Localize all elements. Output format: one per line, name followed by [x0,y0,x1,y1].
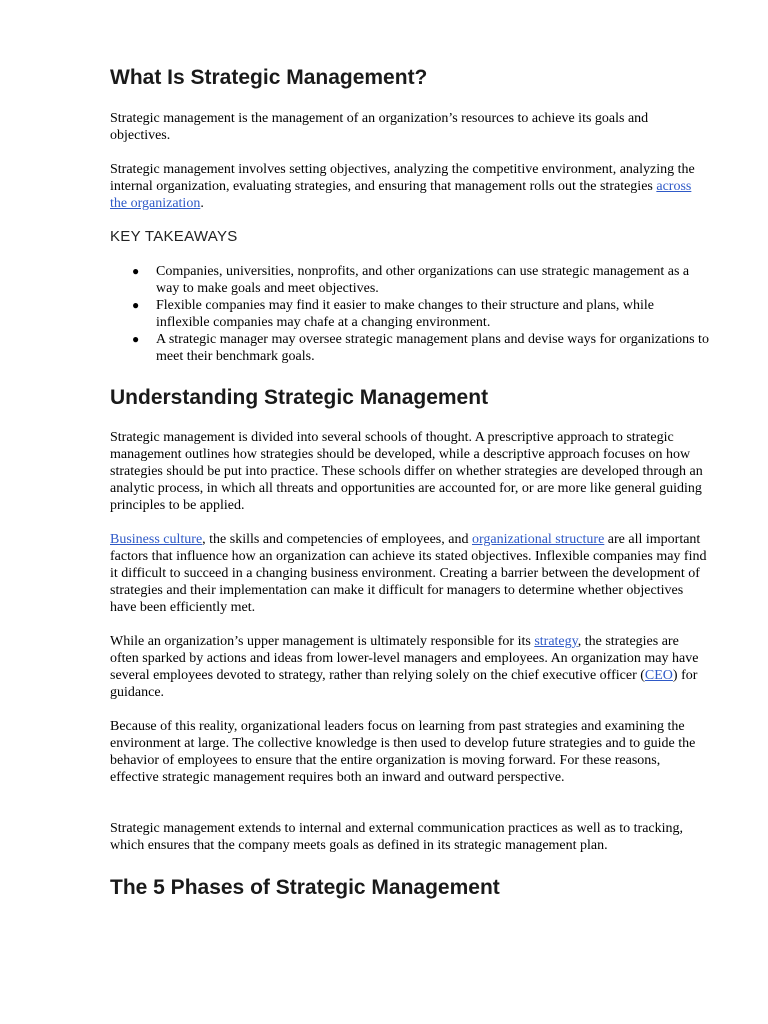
ceo-link[interactable]: CEO [644,668,673,683]
understanding-p2-text-mid: , the skills and competencies of employees, and [202,532,472,547]
intro-p2-text-before: Strategic management involves setting objectives, analyzing the competitive environment, analyzing the internal organization, evaluating strategies, and ensuring that management rolls out the strategies [110,162,695,194]
takeaway-item [132,331,710,365]
key-takeaways-heading: KEY TAKEAWAYS [110,228,238,245]
intro-paragraph-1: Strategic management is the management of an organization’s resources to achieve its goals and objectives. [110,111,649,143]
document-body [110,64,710,902]
organizational-structure-link[interactable]: organizational structure [471,532,605,547]
intro-p2-text-after: . [200,196,204,211]
takeaway-text: A strategic manager may oversee strategic management plans and devise ways for organizations to meet their benchmark goals. [156,332,709,364]
understanding-p3-text-after: ) for guidance. [110,668,698,700]
understanding-paragraph-5: Strategic management extends to internal and external communication practices as well as to tracking, which ensures that the company meets goals as defined in its strategic management plan. [110,821,684,853]
strategy-link[interactable]: strategy [534,634,578,649]
takeaway-item [132,297,710,331]
bullet-icon: ● [132,298,140,312]
understanding-heading: Understanding Strategic Management [110,386,489,409]
phases-heading: The 5 Phases of Strategic Management [110,876,500,899]
takeaway-item [132,263,710,297]
business-culture-link[interactable]: Business culture [110,532,203,547]
understanding-paragraph-1: Strategic management is divided into several schools of thought. A prescriptive approach to strategic management outlines how strategies should be developed, while a descriptive approach focuses on how strategies should be put into practice. These schools differ on whether strategies are developed through an analytic process, in which all threats and opportunities are accounted for, or are more like general guiding principles to be applied. [110,430,703,513]
understanding-paragraph-4: Because of this reality, organizational leaders focus on learning from past strategies and examining the environment at large. The collective knowledge is then used to develop future strategies and to guide the behavior of employees to ensure that the entire organization is moving forward. For these reasons, effective strategic management requires both an inward and outward perspective. [110,719,696,785]
across-organization-link[interactable]: across the organization [110,179,692,211]
takeaway-text: Companies, universities, nonprofits, and other organizations can use strategic management as a way to make goals and meet objectives. [156,264,690,296]
understanding-paragraph-3 [110,633,710,701]
page-title: What Is Strategic Management? [110,66,428,89]
takeaway-text: Flexible companies may find it easier to make changes to their structure and plans, while inflexible companies may chafe at a changing environment. [156,298,655,330]
understanding-paragraph-2 [110,531,710,616]
intro-paragraph-2 [110,161,710,212]
bullet-icon: ● [132,264,140,278]
bullet-icon: ● [132,332,140,346]
understanding-p3-text-before: While an organization’s upper management is ultimately responsible for its [110,634,535,649]
understanding-p3-text-mid: , the strategies are often sparked by actions and ideas from lower-level managers and employees. An organization may have several employees devoted to strategy, rather than relying solely on the chief executive officer ( [110,634,699,683]
key-takeaways-list [110,263,710,365]
understanding-p2-text-after: are all important factors that influence how an organization can achieve its stated objectives. Inflexible companies may find it difficult to succeed in a changing business environment. Creating a barrier between the development of strategies and their implementation can make it difficult for managers to determine whether objectives have been efficiently met. [110,532,707,615]
